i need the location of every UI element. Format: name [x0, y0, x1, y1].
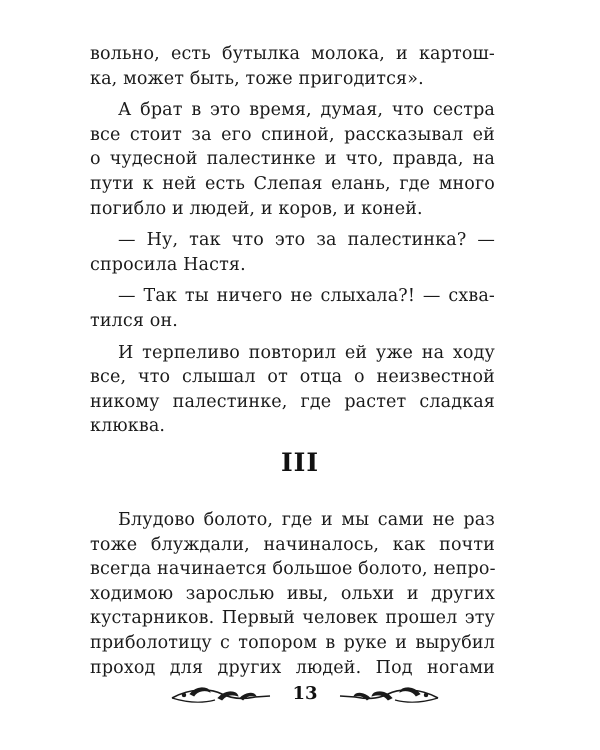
chapter-heading: III [280, 448, 320, 477]
text-line: тоже блуждали, начиналось, как почти [90, 534, 495, 555]
upper-text [90, 42, 495, 439]
text-line: Блудово болото, где и мы сами не раз [118, 510, 495, 530]
text-line: И терпеливо повторил ей уже на ходу [118, 342, 495, 363]
text-line: всегда начинается большое болото, непро- [90, 559, 496, 580]
text-line: все, что слышал от отца о неизвестной [90, 367, 495, 388]
lower-text [90, 508, 495, 680]
text-line: — Так ты ничего не слыхала?! — схва- [118, 286, 495, 307]
text-line: проход для других людей. Под ногами [90, 657, 495, 678]
text-line: погибло и людей, и коров, и коней. [90, 198, 423, 219]
text-line: приболотицу с топором в руке и вырубил [90, 632, 495, 653]
text-line: ходимою зарослью ивы, ольхи и других [90, 583, 495, 604]
page-number: 13 [292, 683, 318, 704]
text-line: А брат в это время, думая, что сестра [118, 100, 495, 121]
text-line: все стоит за его спиной, рассказывал ей [90, 124, 495, 145]
text-line: пути к ней есть Слепая елань, где много [90, 173, 495, 194]
text-line: вольно, есть бутылка молока, и картош- [90, 44, 495, 64]
text-line: клюква. [90, 416, 166, 437]
text-line: о чудесной палестинке и что, правда, на [90, 149, 495, 170]
text-line: кустарников. Первый человек прошел эту [90, 608, 495, 629]
text-line: никому палестинке, где растет сладкая [90, 391, 495, 412]
text-line: ка, может быть, тоже пригодится». [90, 68, 424, 89]
text-line: тился он. [90, 310, 178, 331]
text-line: — Ну, так что это за палестинка? — [118, 230, 495, 251]
page-footer [170, 680, 440, 710]
text-line: спросила Настя. [90, 254, 246, 275]
